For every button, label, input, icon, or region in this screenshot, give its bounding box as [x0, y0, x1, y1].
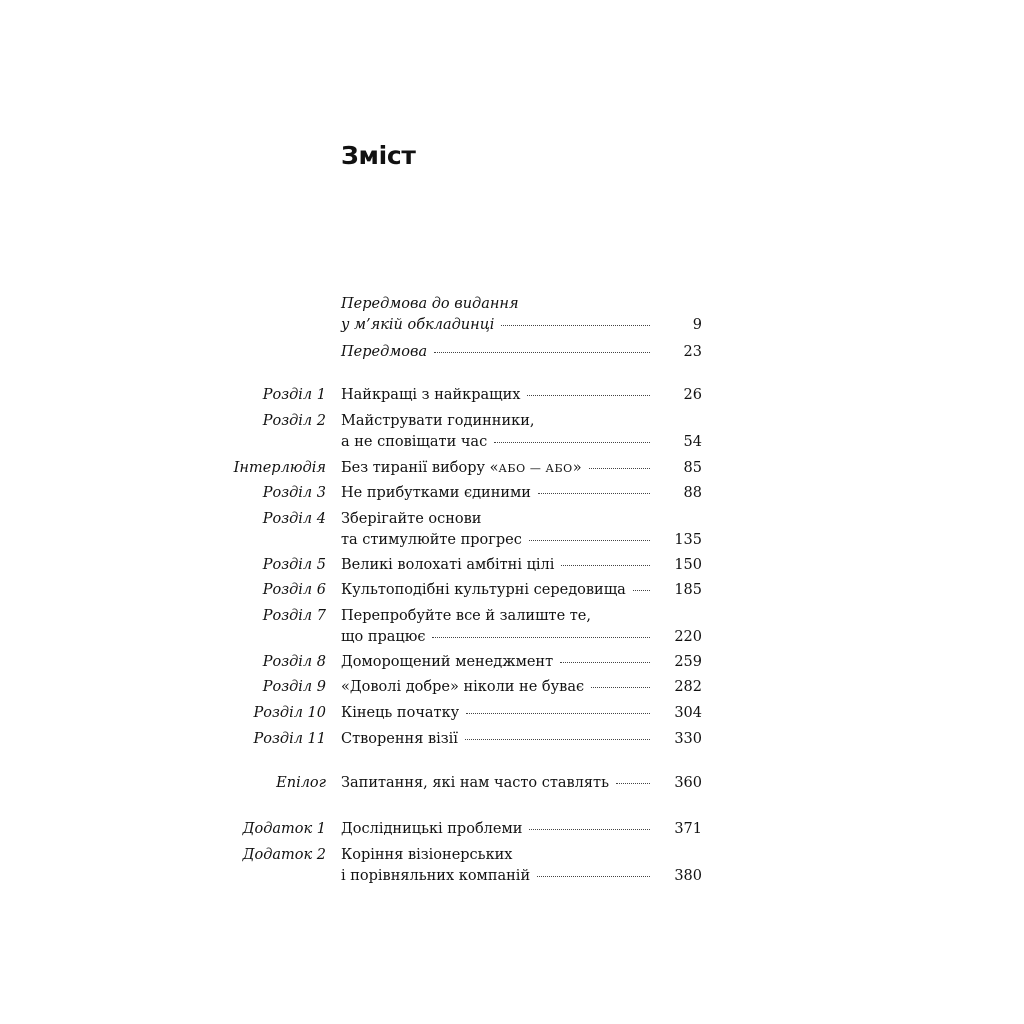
section-label: Розділ 3: [262, 485, 326, 501]
entry-leader-row: [341, 773, 650, 794]
entry-leader-row: [341, 677, 650, 698]
toc-entry[interactable]: [0, 385, 1024, 406]
dot-leader: [466, 713, 650, 714]
entry-title: Культоподібні культурні середовища: [341, 582, 626, 598]
dot-leader: [560, 662, 650, 663]
entry-title-line1: Передмова до видання: [341, 296, 519, 312]
entry-leader-row: [341, 866, 650, 887]
section-label: Інтерлюдія: [233, 460, 326, 476]
entry-leader-row: [341, 458, 650, 479]
section-label: Розділ 4: [262, 511, 326, 527]
entry-title: Найкращі з найкращих: [341, 387, 521, 403]
entry-leader-row: [341, 530, 650, 551]
section-label: Розділ 2: [262, 413, 326, 429]
entry-leader-row: [341, 703, 650, 724]
entry-leader-row: [341, 555, 650, 576]
entry-leader-row: [341, 483, 650, 504]
page-number: 54: [683, 434, 702, 450]
dot-leader: [633, 590, 650, 591]
entry-leader-row: [341, 342, 650, 363]
dot-leader: [529, 540, 650, 541]
toc-entry[interactable]: [0, 773, 1024, 794]
toc-entry[interactable]: [0, 294, 1024, 336]
entry-title-line1: Коріння візіонерських: [341, 847, 513, 863]
entry-title-line2: у м’якій обкладинці: [341, 317, 495, 333]
entry-title: Створення візії: [341, 731, 458, 747]
toc-entry[interactable]: [0, 580, 1024, 601]
entry-title: Кінець початку: [341, 705, 460, 721]
dot-leader: [501, 325, 650, 326]
entry-leader-row: [341, 652, 650, 673]
entry-title-end: »: [572, 460, 582, 476]
entry-title-line2: що працює: [341, 629, 426, 645]
entry-title-line2: і порівняльних компаній: [341, 868, 531, 884]
section-label: Додаток 2: [242, 847, 326, 863]
section-label: Розділ 1: [262, 387, 326, 403]
page-number: 330: [674, 731, 702, 747]
entry-leader-row: [341, 580, 650, 601]
entry-title-line2: та стимулюйте прогрес: [341, 532, 522, 548]
dot-leader: [434, 352, 650, 353]
page-number: 88: [683, 485, 702, 501]
dot-leader: [591, 687, 650, 688]
entry-title-line1: Перепробуйте все й залиште те,: [341, 608, 591, 624]
dot-leader: [537, 876, 650, 877]
section-label: Розділ 5: [262, 557, 326, 573]
toc-entry[interactable]: [0, 677, 1024, 698]
toc-entry[interactable]: [0, 845, 1024, 887]
entry-leader-row: [341, 819, 650, 840]
toc-entry[interactable]: [0, 703, 1024, 724]
entry-title-line1: Зберігайте основи: [341, 511, 482, 527]
section-label: Розділ 10: [253, 705, 326, 721]
toc-entry[interactable]: [0, 606, 1024, 648]
toc-entry[interactable]: [0, 555, 1024, 576]
entry-leader-row: [341, 385, 650, 406]
section-label: Додаток 1: [242, 821, 326, 837]
dot-leader: [561, 565, 650, 566]
page-number: 360: [674, 775, 702, 791]
dot-leader: [465, 739, 650, 740]
dot-leader: [538, 493, 650, 494]
section-label: Розділ 6: [262, 582, 326, 598]
page-number: 304: [674, 705, 702, 721]
page-number: 282: [674, 679, 702, 695]
entry-title: Великі волохаті амбітні цілі: [341, 557, 555, 573]
toc-entry[interactable]: [0, 411, 1024, 453]
page-number: 371: [674, 821, 702, 837]
dot-leader: [589, 468, 650, 469]
section-label: Епілог: [276, 775, 326, 791]
section-label: Розділ 11: [253, 731, 326, 747]
entry-title: «Доволі добре» ніколи не буває: [341, 679, 585, 695]
page-number: 185: [674, 582, 702, 598]
entry-leader-row: [341, 315, 650, 336]
page-number: 220: [674, 629, 702, 645]
entry-title-smallcaps: АБО — АБО: [498, 462, 573, 475]
entry-title: Не прибутками єдиними: [341, 485, 531, 501]
entry-title: Запитання, які нам часто ставлять: [341, 775, 609, 791]
toc-entry[interactable]: [0, 652, 1024, 673]
toc-entry[interactable]: [0, 342, 1024, 363]
dot-leader: [432, 637, 650, 638]
page-number: 380: [674, 868, 702, 884]
page-number: 150: [674, 557, 702, 573]
toc-entry[interactable]: [0, 483, 1024, 504]
entry-title: Дослідницькі проблеми: [341, 821, 523, 837]
page-number: 135: [674, 532, 702, 548]
dot-leader: [529, 829, 650, 830]
page-number: 9: [692, 317, 702, 333]
toc-entry[interactable]: [0, 729, 1024, 750]
page-number: 259: [674, 654, 702, 670]
section-label: Розділ 8: [262, 654, 326, 670]
section-label: Розділ 9: [262, 679, 326, 695]
dot-leader: [616, 783, 650, 784]
toc-entry[interactable]: [0, 458, 1024, 479]
entry-title-line2: а не сповіщати час: [341, 434, 488, 450]
dot-leader: [527, 395, 650, 396]
entry-title-text: Без тиранії вибору «: [341, 460, 499, 476]
page-number: 26: [683, 387, 702, 403]
entry-title: Доморощений менеджмент: [341, 654, 554, 670]
toc-entry[interactable]: [0, 509, 1024, 551]
page-number: 23: [683, 344, 702, 360]
section-label: Розділ 7: [262, 608, 326, 624]
entry-title: [341, 458, 582, 479]
entry-title-line1: Майструвати годинники,: [341, 413, 535, 429]
page-number: 85: [683, 460, 702, 476]
dot-leader: [494, 442, 650, 443]
toc-entry[interactable]: [0, 819, 1024, 840]
entry-leader-row: [341, 627, 650, 648]
entry-title: Передмова: [341, 344, 428, 360]
entry-leader-row: [341, 432, 650, 453]
entry-leader-row: [341, 729, 650, 750]
page-title: Зміст: [341, 141, 416, 170]
